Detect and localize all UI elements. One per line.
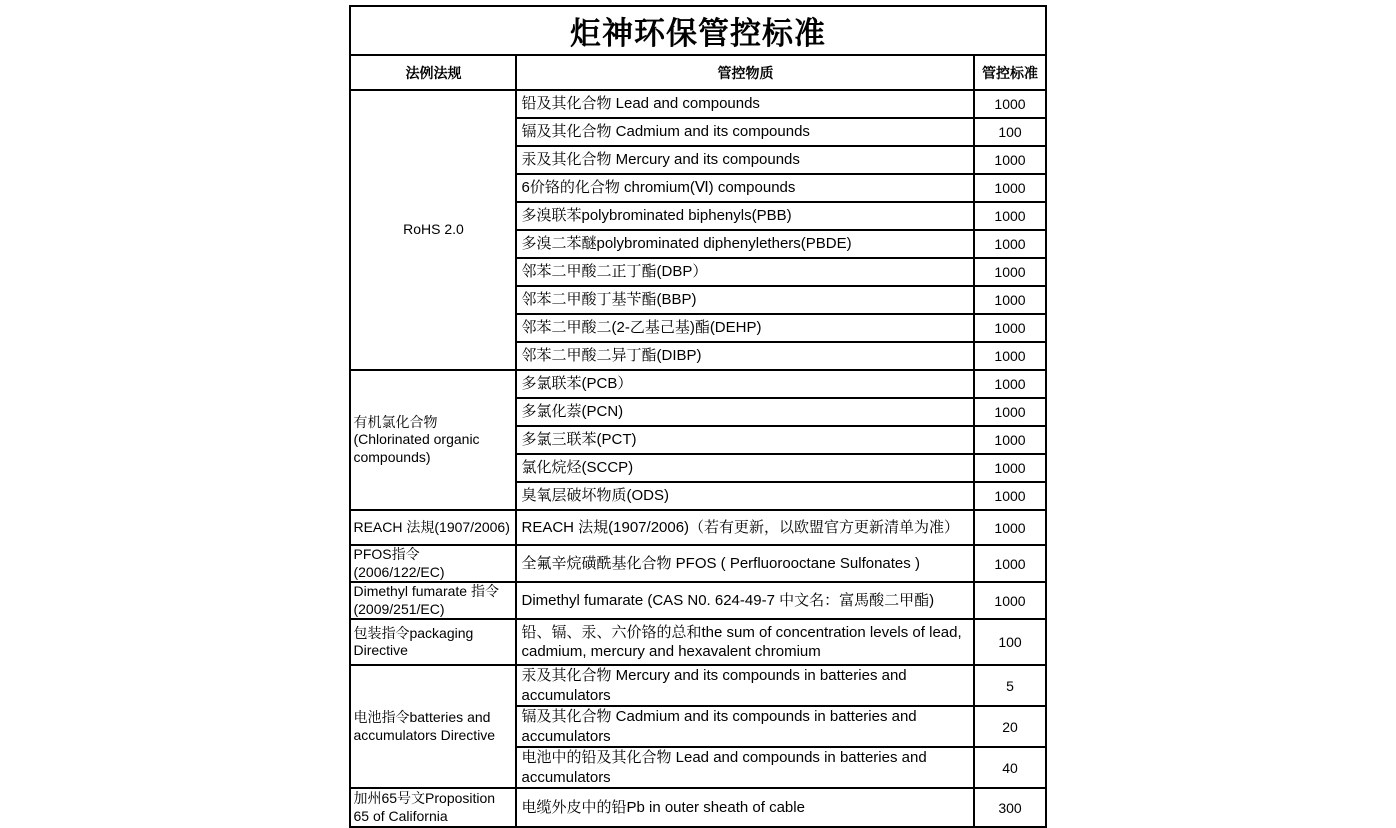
limit-cell: 1000 [974, 146, 1045, 174]
table-row [350, 370, 1045, 398]
col-header-limit: 管控标准 [974, 55, 1045, 90]
limit-cell: 1000 [974, 482, 1045, 510]
limit-cell: 1000 [974, 258, 1045, 286]
limit-cell: 1000 [974, 426, 1045, 454]
substance-cell: Dimethyl fumarate (CAS N0. 624-49-7 中文名：富馬酸二甲酯) [516, 582, 974, 619]
regulation-cell-dimethyl-fumarate: Dimethyl fumarate 指令(2009/251/EC) [350, 582, 516, 619]
limit-cell: 1000 [974, 510, 1045, 545]
limit-cell: 1000 [974, 202, 1045, 230]
regulation-cell-reach: REACH 法規(1907/2006) [350, 510, 516, 545]
substance-cell: 多溴二苯醚polybrominated diphenylethers(PBDE) [516, 230, 974, 258]
regulation-cell-chlorinated: 有机氯化合物(Chlorinated organic compounds) [350, 370, 516, 510]
substance-cell: 臭氧层破坏物质(ODS) [516, 482, 974, 510]
substance-cell: 邻苯二甲酸丁基苄酯(BBP) [516, 286, 974, 314]
table-header-row [350, 55, 1045, 90]
limit-cell: 1000 [974, 90, 1045, 118]
substance-cell: 6价铬的化合物 chromium(Ⅵ) compounds [516, 174, 974, 202]
substance-cell: 多氯化萘(PCN) [516, 398, 974, 426]
regulation-cell-packaging: 包装指令packaging Directive [350, 619, 516, 665]
substance-cell: 全氟辛烷磺酰基化合物 PFOS ( Perfluorooctane Sulfonates ) [516, 545, 974, 582]
substance-cell: 多氯三联苯(PCT) [516, 426, 974, 454]
limit-cell: 1000 [974, 230, 1045, 258]
table-row [350, 545, 1045, 582]
limit-cell: 300 [974, 788, 1045, 827]
standards-table [349, 5, 1046, 828]
table-row [350, 619, 1045, 665]
substance-cell: 电池中的铅及其化合物 Lead and compounds in batteries and accumulators [516, 747, 974, 788]
limit-cell: 40 [974, 747, 1045, 788]
regulation-cell-batteries: 电池指令batteries and accumulators Directive [350, 665, 516, 788]
limit-cell: 20 [974, 706, 1045, 747]
regulation-cell-prop65: 加州65号文Proposition 65 of California [350, 788, 516, 827]
substance-cell: 邻苯二甲酸二(2-乙基己基)酯(DEHP) [516, 314, 974, 342]
table-row [350, 582, 1045, 619]
substance-cell: 邻苯二甲酸二正丁酯(DBP） [516, 258, 974, 286]
limit-cell: 1000 [974, 454, 1045, 482]
regulation-cell-pfos: PFOS指令 (2006/122/EC) [350, 545, 516, 582]
table-row [350, 6, 1045, 55]
table-row [350, 510, 1045, 545]
limit-cell: 1000 [974, 286, 1045, 314]
limit-cell: 1000 [974, 398, 1045, 426]
regulation-cell-rohs: RoHS 2.0 [350, 90, 516, 370]
limit-cell: 1000 [974, 370, 1045, 398]
limit-cell: 1000 [974, 545, 1045, 582]
limit-cell: 1000 [974, 314, 1045, 342]
limit-cell: 1000 [974, 174, 1045, 202]
table-row [350, 90, 1045, 118]
page-title: 炬神环保管控标准 [350, 6, 1045, 55]
col-header-regulation: 法例法规 [350, 55, 516, 90]
table-row [350, 665, 1045, 706]
substance-cell: 邻苯二甲酸二异丁酯(DIBP) [516, 342, 974, 370]
substance-cell: 镉及其化合物 Cadmium and its compounds [516, 118, 974, 146]
substance-cell: 汞及其化合物 Mercury and its compounds in batteries and accumulators [516, 665, 974, 706]
substance-cell: 氯化烷烃(SCCP) [516, 454, 974, 482]
substance-cell: 电缆外皮中的铅Pb in outer sheath of cable [516, 788, 974, 827]
limit-cell: 100 [974, 118, 1045, 146]
limit-cell: 5 [974, 665, 1045, 706]
substance-cell: 镉及其化合物 Cadmium and its compounds in batteries and accumulators [516, 706, 974, 747]
table-row [350, 788, 1045, 827]
limit-cell: 1000 [974, 342, 1045, 370]
limit-cell: 100 [974, 619, 1045, 665]
substance-cell: 铅、镉、汞、六价铬的总和the sum of concentration levels of lead, cadmium, mercury and hexavalent chromium [516, 619, 974, 665]
col-header-substance: 管控物质 [516, 55, 974, 90]
document-page [0, 5, 1396, 824]
substance-cell: 多氯联苯(PCB） [516, 370, 974, 398]
substance-cell: 铅及其化合物 Lead and compounds [516, 90, 974, 118]
substance-cell: 多溴联苯polybrominated biphenyls(PBB) [516, 202, 974, 230]
substance-cell: 汞及其化合物 Mercury and its compounds [516, 146, 974, 174]
limit-cell: 1000 [974, 582, 1045, 619]
substance-cell: REACH 法規(1907/2006)（若有更新，以欧盟官方更新清单为准） [516, 510, 974, 545]
